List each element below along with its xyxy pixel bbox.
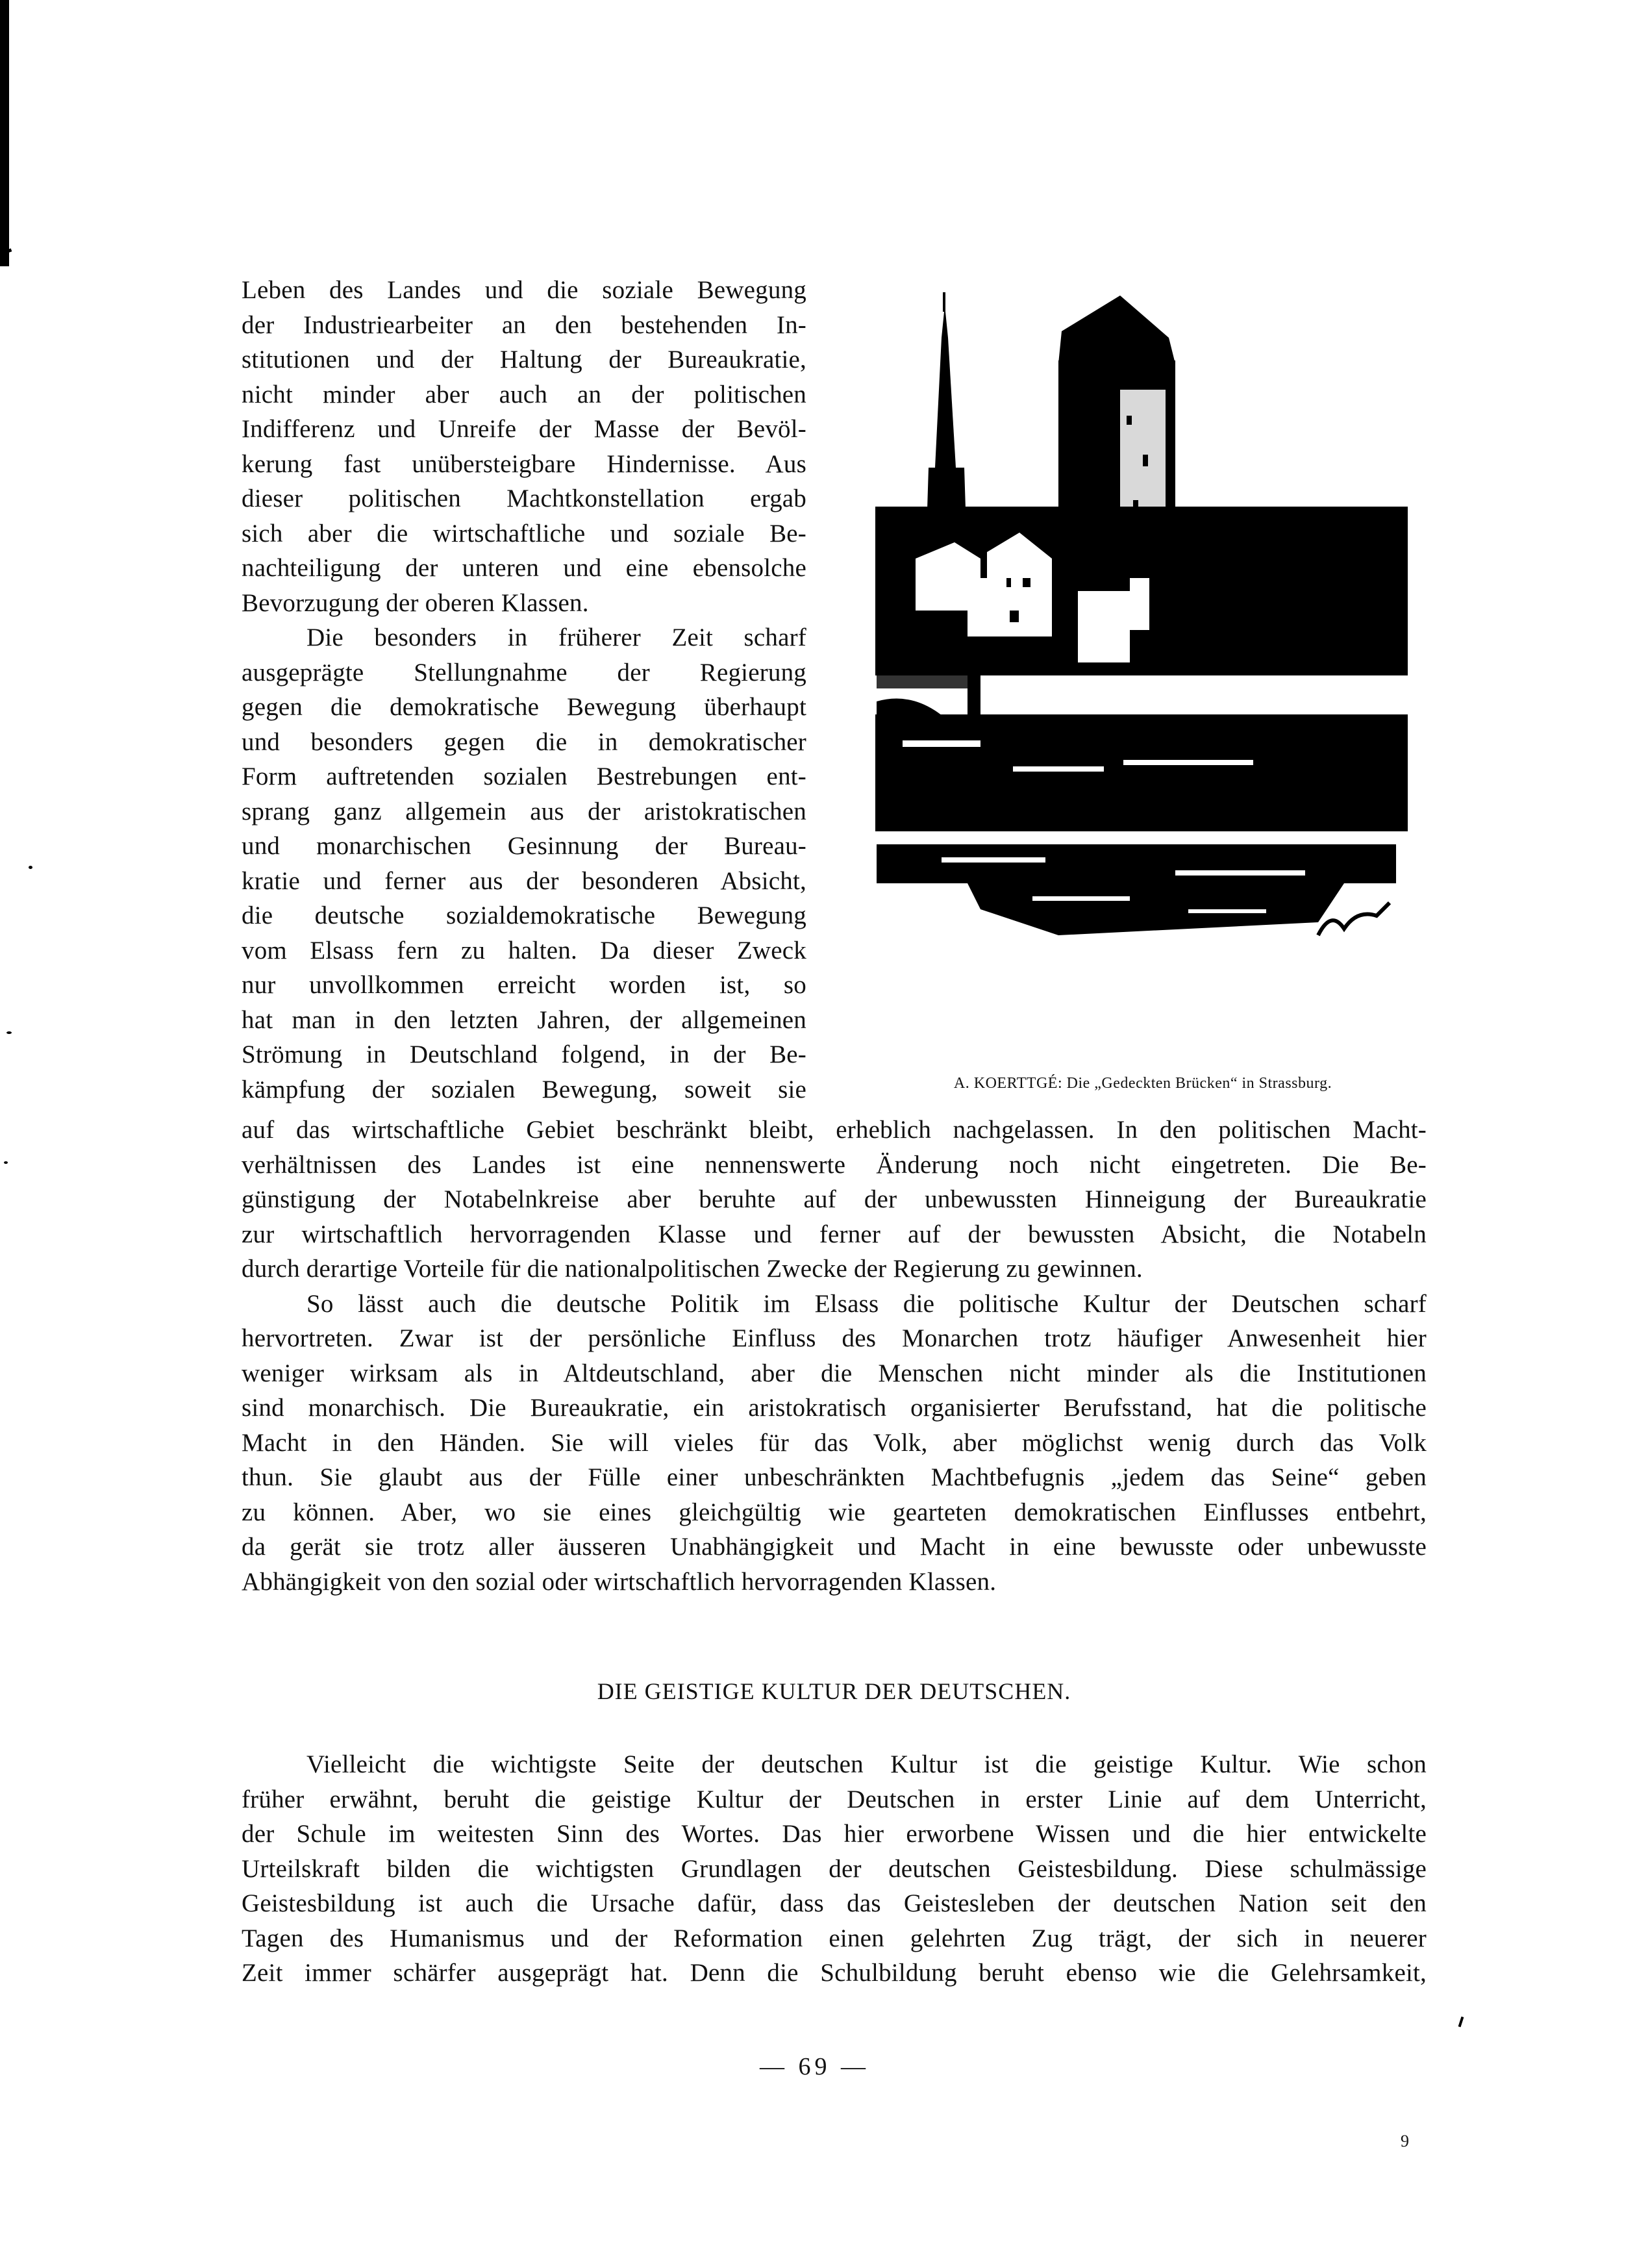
scan-speck <box>29 866 32 869</box>
section-paragraph-1 <box>242 1747 1427 1991</box>
scan-speck <box>6 1031 12 1034</box>
text-line: Urteilskraft bilden die wichtigsten Grundlagen der deutschen Geistesbildung. Diese schulmässige <box>242 1854 1427 1883</box>
text-line: kämpfung der sozialen Bewegung, soweit sie <box>242 1075 806 1103</box>
text-line: auf das wirtschaftliche Gebiet beschränkt bleibt, erheblich nachgelassen. In den politischen Macht- <box>242 1116 1427 1144</box>
text-line: und besonders gegen die in demokratischer <box>242 727 806 756</box>
text-line: da gerät sie trotz aller äusseren Unabhängigkeit und Macht in eine bewusste oder unbewusste <box>242 1533 1427 1561</box>
paragraph-1 <box>242 273 806 620</box>
text-line: sind monarchisch. Die Bureaukratie, ein aristokratisch organisierter Berufsstand, hat die politische <box>242 1394 1427 1422</box>
text-line: Macht in den Händen. Sie will vieles für das Volk, aber möglichst wenig durch das Volk <box>242 1428 1427 1457</box>
paragraph-3 <box>242 1287 1427 1600</box>
text-line: vom Elsass fern zu halten. Da dieser Zweck <box>242 936 806 964</box>
text-line: zur wirtschaftlich hervorragenden Klasse und ferner auf der bewussten Absicht, die Notabeln <box>242 1220 1427 1248</box>
text-line: Abhängigkeit von den sozial oder wirtschaftlich hervorragenden Klassen. <box>242 1567 997 1596</box>
text-line: verhältnissen des Landes ist eine nennenswerte Änderung noch nicht eingetreten. Die Be- <box>242 1150 1427 1179</box>
text-line: Die besonders in früherer Zeit scharf <box>306 624 806 651</box>
paragraph-2-continuation <box>242 1113 1427 1287</box>
scan-binding-edge <box>0 0 9 266</box>
illustration-covered-bridges-strasbourg <box>864 286 1409 1052</box>
text-line: Vielleicht die wichtigste Seite der deutschen Kultur ist die geistige Kultur. Wie schon <box>306 1750 1427 1778</box>
left-column-text <box>242 273 806 1107</box>
text-line: und monarchischen Gesinnung der Bureau- <box>242 832 806 860</box>
illustration-drawing <box>864 286 1409 1052</box>
section-heading: DIE GEISTIGE KULTUR DER DEUTSCHEN. <box>597 1678 1071 1704</box>
text-line: Tagen des Humanismus und der Reformation einen gelehrten Zug trägt, der sich in neuerer <box>242 1924 1427 1952</box>
artist-signature <box>1318 903 1390 935</box>
text-line: sprang ganz allgemein aus der aristokratischen <box>242 797 806 825</box>
text-line: Bevorzugung der oberen Klassen. <box>242 588 589 617</box>
text-line: Zeit immer schärfer ausgeprägt hat. Denn die Schulbildung beruht ebenso wie die Gelehrsamkeit, <box>242 1959 1427 1987</box>
scan-speck <box>4 1161 8 1164</box>
text-line: Strömung in Deutschland folgend, in der Be- <box>242 1040 806 1068</box>
text-line: zu können. Aber, wo sie eines gleichgültig wie gearteten demokratischen Einflusses entbehrt, <box>242 1498 1427 1526</box>
text-line: Leben des Landes und die soziale Bewegung <box>242 276 806 304</box>
text-line: weniger wirksam als in Altdeutschland, aber die Menschen nicht minder als die Institutionen <box>242 1359 1427 1387</box>
text-line: sich aber die wirtschaftliche und soziale Be- <box>242 519 806 548</box>
text-line: Form auftretenden sozialen Bestrebungen ent- <box>242 762 806 790</box>
scan-mark <box>1458 2017 1464 2027</box>
text-line: nicht minder aber auch an der politischen <box>242 380 806 409</box>
text-line: ausgeprägte Stellungnahme der Regierung <box>242 658 806 687</box>
text-line: der Industriearbeiter an den bestehenden In- <box>242 310 806 339</box>
signature-mark: 9 <box>1401 2132 1409 2150</box>
text-line: thun. Sie glaubt aus der Fülle einer unbeschränkten Machtbefugnis „jedem das Seine“ geben <box>242 1463 1427 1491</box>
figure-caption: A. KOERTTGÉ: Die „Gedeckten Brücken“ in Strassburg. <box>953 1075 1332 1092</box>
text-line: hervortreten. Zwar ist der persönliche Einfluss des Monarchen trotz häufiger Anwesenheit hier <box>242 1324 1427 1352</box>
text-line: Indifferenz und Unreife der Masse der Bevöl- <box>242 415 806 443</box>
text-line: nachteiligung der unteren und eine ebensolche <box>242 554 806 582</box>
text-line: kratie und ferner aus der besonderen Absicht, <box>242 866 806 895</box>
text-line: der Schule im weitesten Sinn des Wortes. Das hier erworbene Wissen und die hier entwickelte <box>242 1820 1427 1848</box>
text-line: früher erwähnt, beruht die geistige Kultur der Deutschen in erster Linie auf dem Unterricht, <box>242 1785 1427 1813</box>
text-line: günstigung der Notabelnkreise aber beruhte auf der unbewussten Hinneigung der Bureaukratie <box>242 1185 1427 1213</box>
full-width-text <box>242 1113 1427 1599</box>
text-line: Geistesbildung ist auch die Ursache dafür, dass das Geistesleben der deutschen Nation seit den <box>242 1889 1427 1917</box>
text-line: hat man in den letzten Jahren, der allgemeinen <box>242 1005 806 1034</box>
text-line: dieser politischen Machtkonstellation ergab <box>242 485 806 512</box>
text-line: durch derartige Vorteile für die nationalpolitischen Zwecke der Regierung zu gewinnen. <box>242 1255 1143 1283</box>
text-line: kerung fast unübersteigbare Hindernisse. Aus <box>242 449 806 478</box>
text-line: gegen die demokratische Bewegung überhaupt <box>242 693 806 721</box>
paragraph-2 <box>242 620 806 1107</box>
text-line: So lässt auch die deutsche Politik im Elsass die politische Kultur der Deutschen scharf <box>306 1289 1427 1318</box>
section-body-text <box>242 1747 1427 1991</box>
page-number: — 69 — <box>760 2053 869 2080</box>
text-line: stitutionen und der Haltung der Bureaukratie, <box>242 346 806 373</box>
text-line: die deutsche sozialdemokratische Bewegung <box>242 901 806 929</box>
text-line: nur unvollkommen erreicht worden ist, so <box>242 971 806 999</box>
